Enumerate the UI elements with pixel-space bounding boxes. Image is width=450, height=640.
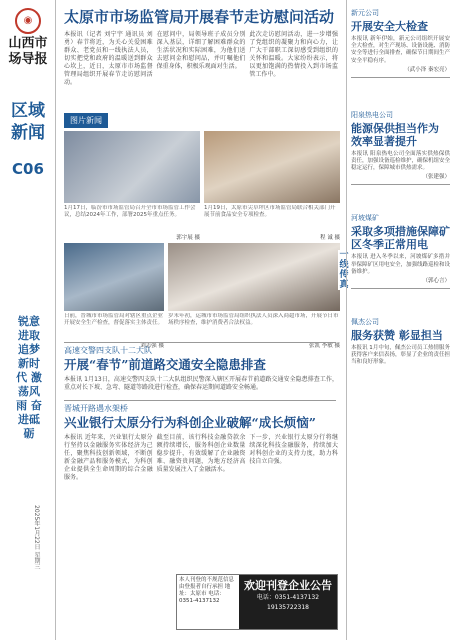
- ad-banner: [239, 575, 337, 629]
- date-strip: 2025年1月22日 星期三: [33, 505, 40, 570]
- right-item-4: [351, 317, 450, 367]
- article-traffic-headline: 开展“春节”前道路交通安全隐患排查: [64, 357, 266, 372]
- photo-caption-1: 1月17日，临汾市市场监管局召开全市市场监管工作会议，总结2024年工作，部署2025年重点任务。: [64, 205, 196, 218]
- slogan: 锐意进取 追梦新时代 激荡风雨 奋进砥砺: [16, 315, 42, 440]
- right-item-label: 阳泉热电公司: [351, 110, 393, 119]
- article-traffic: [58, 340, 342, 402]
- right-item-credit: （张建强）: [422, 174, 450, 181]
- photo-row-2: [64, 243, 340, 349]
- photo-news: [64, 108, 340, 349]
- main-column: [58, 0, 342, 640]
- divider: [64, 400, 336, 401]
- article-bank-paragraph-1: 本报讯 近年来，兴业银行太原分行坚持以金融服务实体经济为己任，聚焦科技创新领域，不断创新金融产品和服务模式，为科创企业提供全生命周期的综合金融服务。: [64, 434, 153, 481]
- section-code: C06: [12, 160, 44, 178]
- right-item-label: 佩杰公司: [351, 318, 379, 327]
- right-item-text: 本报讯 新年伊始，新元公司组织开展安全大检查，对生产现场、设备设施、消防安全等进行全面排查，确保节日期间生产安全平稳有序。: [351, 36, 450, 64]
- photo-news-label: 图片新闻: [64, 113, 108, 128]
- lead-paragraph-2: 在慰问中，局领导班子成员分别深入基层，详细了解困难群众的生活状况和实际困难，为他们送去慰问金和慰问品，并叮嘱他们保重身体，积极乐观面对生活。: [156, 31, 246, 70]
- right-item-text: 本报讯 阳泉热电公司全面落实供热保供责任，加强设备巡检维护，确保机组安全稳定运行，保障城市供热需求。: [351, 150, 450, 172]
- photo-row-1: [64, 131, 340, 241]
- photo-factory: [64, 243, 164, 311]
- photo-inspection: [204, 131, 340, 203]
- article-bank-headline: 兴业银行太原分行为科创企业破解“成长烦恼”: [64, 415, 316, 430]
- lead-text: [58, 29, 342, 109]
- divider: [351, 288, 450, 289]
- lead-paragraph-3: 此次走访慰问活动，进一步增强了党组织的凝聚力和向心力，让广大干部职工深切感受到组织的关怀和温暖。大家纷纷表示，将以更加饱满的热情投入到市场监管工作中。: [249, 31, 339, 78]
- photo-caption-4: 岁末年初，运城市市场监管局组织执法人员深入商超市场，开展节日市场秩序检查，维护消费者合法权益。: [168, 313, 339, 326]
- right-item-headline: 服务获赞 彰显担当: [351, 329, 443, 343]
- ad-headline: 欢迎刊登企业公告: [244, 579, 332, 592]
- masthead: [6, 8, 50, 68]
- right-item-credit: （武小泽 秦宏亮）: [404, 66, 450, 73]
- photo-caption-3: 日前，晋城市市场监管局对辖区重点企业开展安全生产检查，督促落实主体责任。: [64, 313, 164, 326]
- ad-box: [176, 574, 338, 630]
- article-bank-paragraph-3: 下一步，兴业银行太原分行将继续深化科技金融服务，持续加大对科创企业的支持力度，助力科技自立自强。: [249, 434, 339, 465]
- photo-credit-1: 郭宇展 摄: [176, 235, 200, 241]
- right-item-headline: 能源保供担当作为 效率显著提升: [351, 121, 439, 148]
- right-item-label: 新元公司: [351, 9, 379, 17]
- right-item-headline: 采取多项措施保障矿区冬季正常用电: [351, 225, 450, 252]
- side-tab: 一线传真: [339, 250, 349, 290]
- right-item-1: [351, 8, 450, 78]
- article-bank-text: [58, 432, 342, 524]
- article-bank: [58, 398, 342, 524]
- masthead-title: 山西市场导报: [8, 36, 48, 67]
- photo-market: [168, 243, 340, 311]
- right-item-headline: 开展安全大检查: [351, 20, 428, 33]
- divider: [351, 184, 450, 185]
- right-column: [346, 0, 450, 640]
- article-bank-paragraph-2: 截至目前，该行科技金融贷款余额持续增长，服务科创企业数量稳步提升，有效缓解了企业融资难、融资贵问题，为地方经济高质量发展注入了金融活水。: [156, 434, 246, 473]
- divider: [64, 342, 336, 343]
- lead-headline: 太原市市场监管局开展春节走访慰问活动: [64, 8, 335, 26]
- right-item-credit: （郭心言）: [422, 278, 450, 285]
- right-item-label: 河坡煤矿: [351, 214, 379, 223]
- ad-info: 本人刊登的不规范信息由登报者自行承担 地址：太原市 电话：0351-4137132: [179, 577, 235, 604]
- ad-tel-1: 电话：0351-4137132: [256, 594, 320, 601]
- article-bank-kicker: 晋城开路遇水架桥: [64, 404, 128, 413]
- photo-meeting: [64, 131, 200, 203]
- right-item-text: 本报讯 进入冬季以来，河坡煤矿多措并举保障矿区用电安全，加强线路巡检和设备维护。: [351, 254, 450, 275]
- lead-paragraph-1: 本报讯（记者 刘宁宇 通讯员 刘 勇）春节将近，为关心关爱困难群众、老党员和一线执法人员，切实把党和政府的温暖送到群众心坎上，近日，太原市市场监督管理局组织开展春节走访慰问活动。: [64, 31, 153, 86]
- photo-caption-2: 1月19日，太原市尖草坪区市场监管局联合相关部门开展节前食品安全专项检查。: [204, 205, 336, 218]
- ad-tel-2: 19135722318: [267, 604, 309, 611]
- photo-credit-4: 张凯 李敏 摄: [309, 343, 340, 349]
- divider: [351, 77, 450, 78]
- photo-credit-2: 程 诚 摄: [320, 235, 340, 241]
- article-traffic-kicker: 高速交警四支队十二大队: [64, 346, 152, 355]
- article-traffic-paragraph: 本报讯 1月13日，高速交警四支队十二大队组织民警深入辖区开展春节前道路交通安全隐患排查工作，重点对长下坡、急弯、隧道等路段进行检查，确保春运期间道路安全畅通。: [64, 376, 338, 391]
- right-item-text: 本报讯 1月中旬，佩杰公司员工热情服务获得客户来信表扬，彰显了企业的责任担当和良好形象。: [351, 345, 450, 366]
- photo-credit-3: 刘志强 摄: [140, 343, 164, 349]
- masthead-logo-icon: ◉: [15, 8, 41, 34]
- left-rail: [0, 0, 56, 640]
- right-item-3: [351, 213, 450, 289]
- section-name: 区域新闻: [11, 101, 45, 143]
- right-item-2: [351, 110, 450, 186]
